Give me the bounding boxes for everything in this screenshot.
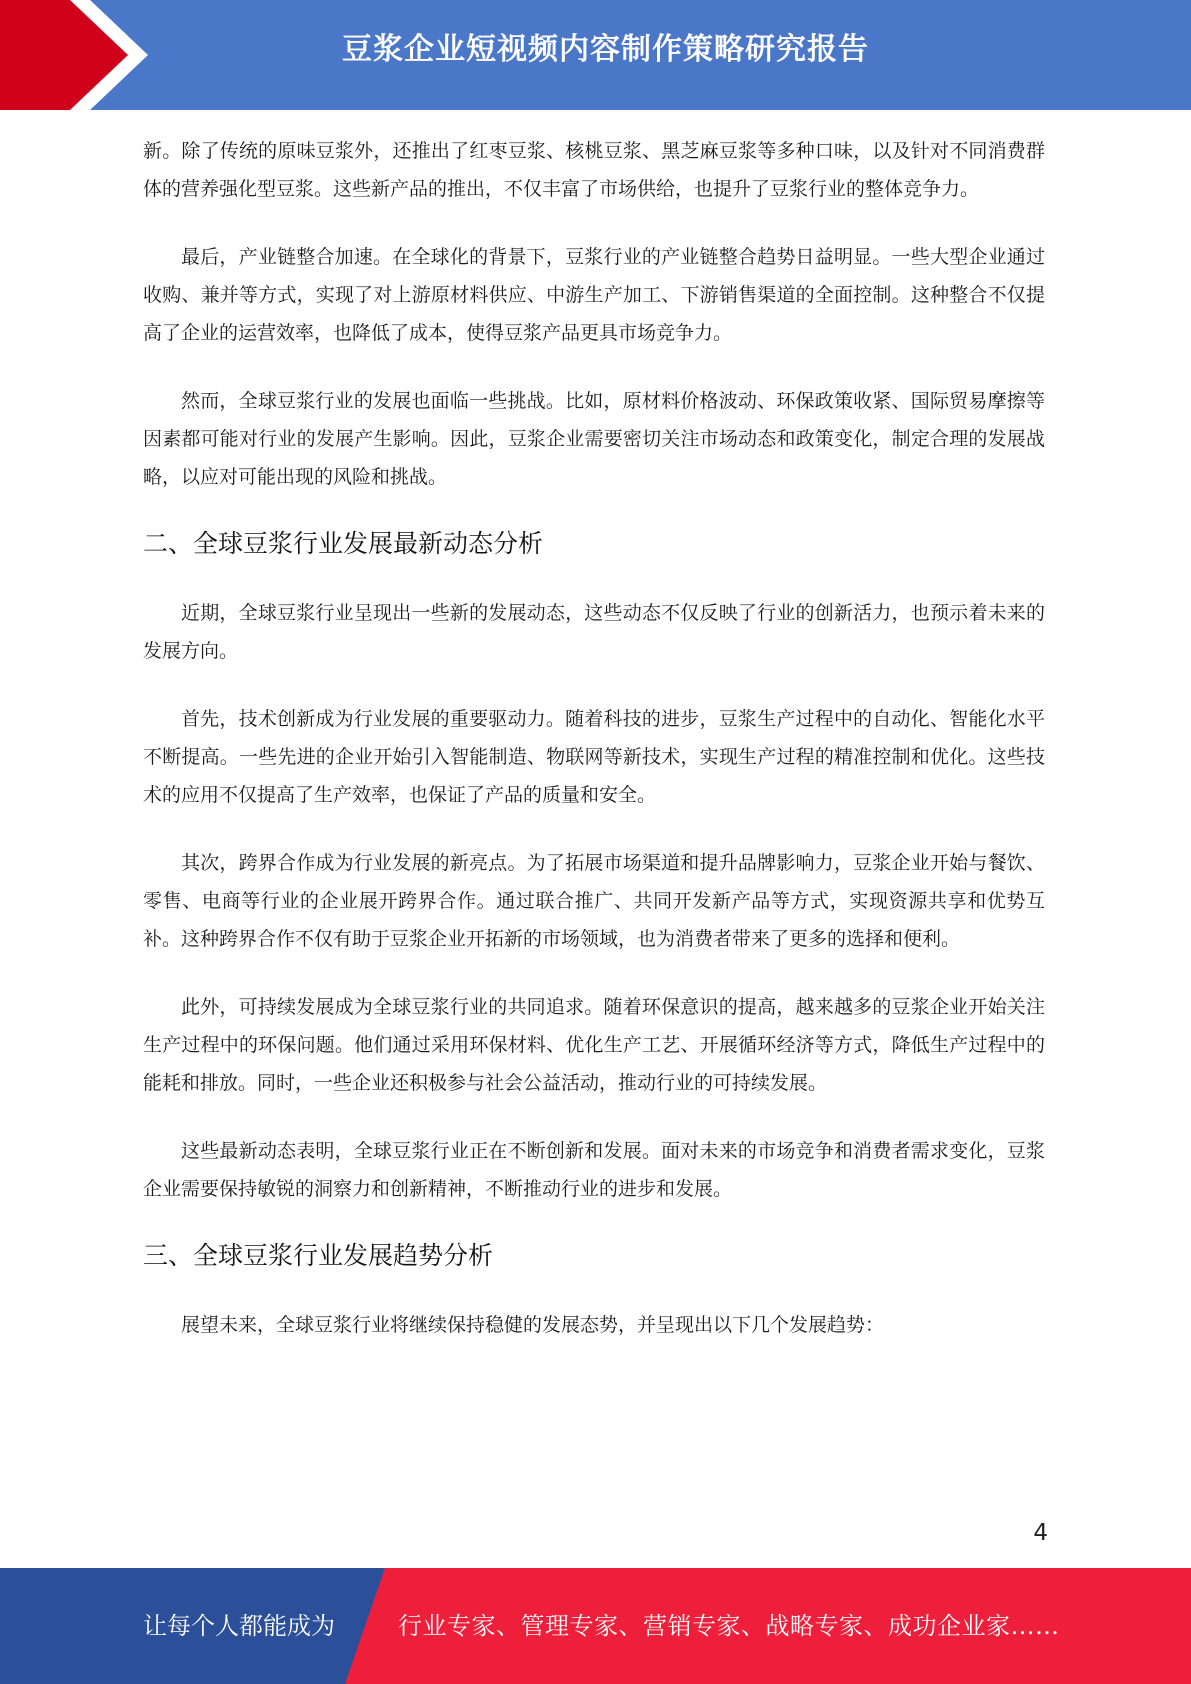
paragraph: 这些最新动态表明，全球豆浆行业正在不断创新和发展。面对未来的市场竞争和消费者需求变化，豆浆企业需要保持敏锐的洞察力和创新精神，不断推动行业的进步和发展。 (143, 1140, 1045, 1200)
paragraph: 新。除了传统的原味豆浆外，还推出了红枣豆浆、核桃豆浆、黑芝麻豆浆等多种口味，以及针对不同消费群体的营养强化型豆浆。这些新产品的推出，不仅丰富了市场供给，也提升了豆浆行业的整体竞争力。 (143, 140, 1045, 200)
paragraph: 其次，跨界合作成为行业发展的新亮点。为了拓展市场渠道和提升品牌影响力，豆浆企业开始与餐饮、零售、电商等行业的企业展开跨界合作。通过联合推广、共同开发新产品等方式，实现资源共享和优势互补。这种跨界合作不仅有助于豆浆企业开拓新的市场领域，也为消费者带来了更多的选择和便利。 (143, 852, 1045, 950)
paragraph: 然而，全球豆浆行业的发展也面临一些挑战。比如，原材料价格波动、环保政策收紧、国际贸易摩擦等因素都可能对行业的发展产生影响。因此，豆浆企业需要密切关注市场动态和政策变化，制定合理的发展战略，以应对可能出现的风险和挑战。 (143, 390, 1045, 488)
paragraph: 首先，技术创新成为行业发展的重要驱动力。随着科技的进步，豆浆生产过程中的自动化、智能化水平不断提高。一些先进的企业开始引入智能制造、物联网等新技术，实现生产过程的精准控制和优化。这些技术的应用不仅提高了生产效率，也保证了产品的质量和安全。 (143, 708, 1045, 806)
footer-slogan-left: 让每个人都能成为 (143, 1612, 335, 1640)
section-heading: 二、全球豆浆行业发展最新动态分析 (143, 529, 544, 558)
footer-slogan-right: 行业专家、管理专家、营销专家、战略专家、成功企业家…… (398, 1612, 1060, 1640)
section-heading: 三、全球豆浆行业发展趋势分析 (143, 1241, 494, 1270)
page-footer (0, 1568, 1191, 1684)
paragraph: 此外，可持续发展成为全球豆浆行业的共同追求。随着环保意识的提高，越来越多的豆浆企业开始关注生产过程中的环保问题。他们通过采用环保材料、优化生产工艺、开展循环经济等方式，降低生产过程中的能耗和排放。同时，一些企业还积极参与社会公益活动，推动行业的可持续发展。 (143, 996, 1045, 1094)
header-title: 豆浆企业短视频内容制作策略研究报告 (342, 32, 869, 67)
page-header (0, 0, 1191, 110)
page-number: 4 (1033, 1520, 1048, 1546)
paragraph: 近期，全球豆浆行业呈现出一些新的发展动态，这些动态不仅反映了行业的创新活力，也预示着未来的发展方向。 (143, 602, 1045, 662)
document-body (143, 132, 1045, 1374)
paragraph: 最后，产业链整合加速。在全球化的背景下，豆浆行业的产业链整合趋势日益明显。一些大型企业通过收购、兼并等方式，实现了对上游原材料供应、中游生产加工、下游销售渠道的全面控制。这种整合不仅提高了企业的运营效率，也降低了成本，使得豆浆产品更具市场竞争力。 (143, 246, 1045, 344)
paragraph: 展望未来，全球豆浆行业将继续保持稳健的发展态势，并呈现出以下几个发展趋势： (181, 1314, 885, 1336)
